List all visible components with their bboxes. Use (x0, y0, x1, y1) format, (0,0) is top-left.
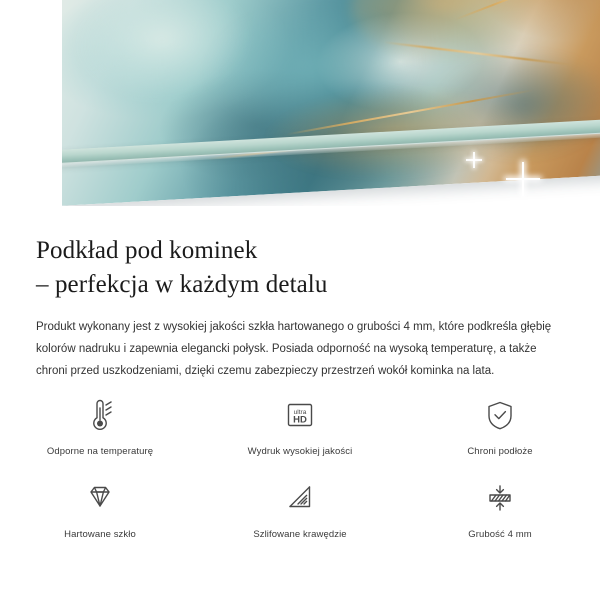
thickness-arrows-icon (478, 475, 522, 521)
ultra-hd-icon (278, 392, 322, 438)
feature-item-temperature (0, 392, 200, 457)
hero-mask (0, 206, 600, 222)
body-paragraph: Produkt wykonany jest z wysokiej jakości szkła hartowanego o grubości 4 mm, które podkreśla głębię kolorów nadruku i zapewnia elegancki połysk. Posiada odporność na wysoką temperaturę, a także chroni przed uszkodzeniami, dzięki czemu zabezpieczy przestrzeń wokół kominka na lata. (36, 321, 552, 377)
text-content (0, 222, 600, 382)
headline-line-1: Podkład pod kominek (36, 237, 258, 264)
svg-text:ultra: ultra (293, 409, 307, 416)
feature-grid (0, 392, 600, 540)
glass-panel-artwork (48, 0, 600, 206)
page-title (0, 222, 600, 302)
hero-image (0, 0, 600, 222)
feature-item-thickness (400, 475, 600, 540)
feature-label: Odporne na temperaturę (46, 446, 154, 457)
feature-label: Hartowane szkło (64, 529, 136, 540)
feature-label: Szlifowane krawędzie (253, 529, 347, 540)
thermometer-icon (78, 392, 122, 438)
feature-item-surface-protection (400, 392, 600, 457)
feature-label: Grubość 4 mm (468, 529, 532, 540)
feature-label: Wydruk wysokiej jakości (247, 446, 353, 457)
sparkle-icon (466, 152, 482, 168)
hero-mask (0, 0, 62, 222)
headline-line-2: – perfekcja w każdym detalu (36, 271, 328, 298)
feature-item-tempered-glass (0, 475, 200, 540)
feature-item-polished-edges (200, 475, 400, 540)
feature-item-print-quality (200, 392, 400, 457)
polished-edge-icon (278, 475, 322, 521)
svg-text:HD: HD (293, 414, 307, 426)
shield-check-icon (478, 392, 522, 438)
feature-label: Chroni podłoże (467, 446, 533, 457)
diamond-icon (78, 475, 122, 521)
